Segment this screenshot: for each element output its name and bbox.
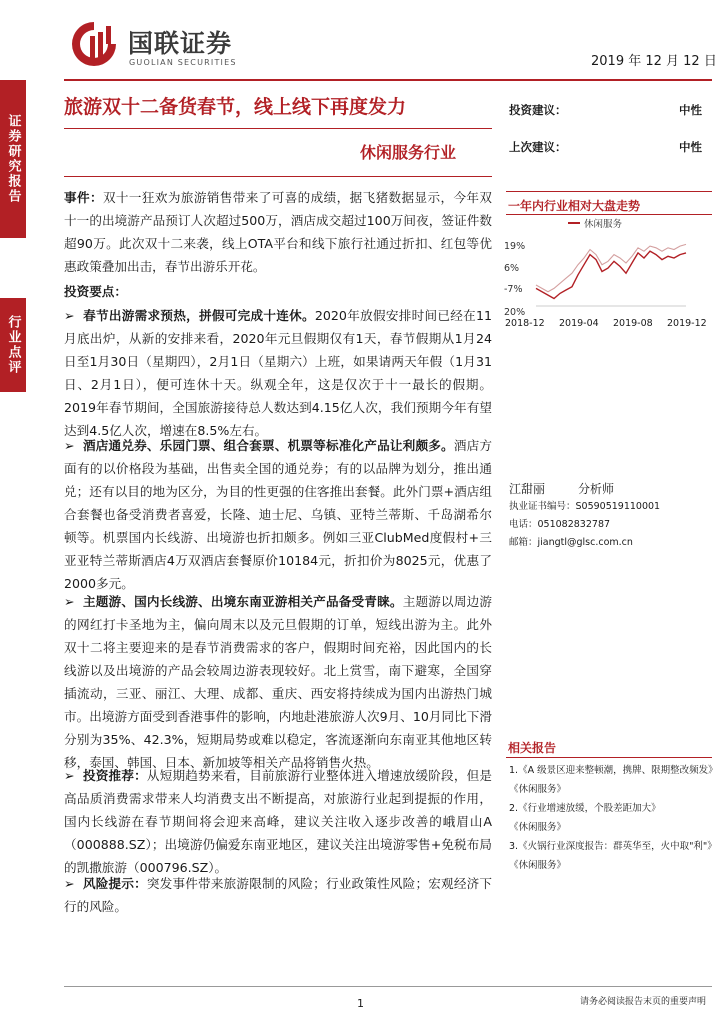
analyst-name: 江甜丽 [509, 482, 546, 496]
related-report-item[interactable]: 1.《A 级景区迎来整顿潮，携牌、限期整改频发》 [509, 765, 718, 776]
disclaimer-note: 请务必阅读报告末页的重要声明 [580, 997, 707, 1007]
title-rule [64, 128, 492, 129]
bullet-head: 主题游、国内长线游、出境东南亚游相关产品备受青睐。 [82, 594, 403, 609]
x-tick-label: 2018-12 [505, 318, 545, 329]
points-title [64, 280, 492, 303]
related-report-item[interactable]: 2.《行业增速放缓，个股差距加大》 [509, 803, 661, 814]
bullet-head: 春节出游需求预热，拼假可完成十连休。 [83, 308, 315, 323]
logo-text-en: GUOLIAN SECURITIES [129, 58, 237, 67]
event-paragraph [64, 186, 492, 278]
invest-advice-value: 中性 [679, 103, 702, 117]
chart-top-rule [506, 191, 712, 192]
prev-advice-label: 上次建议： [509, 140, 567, 154]
event-label: 事件： [64, 190, 103, 205]
y-tick-label: 6% [504, 263, 520, 274]
legend-label: 休闲服务 [584, 219, 623, 230]
related-report-sector: 《休闲服务》 [509, 860, 567, 871]
bullet-text: 从短期趋势来看，目前旅游行业整体进入增速放缓阶段，但是高品质消费需求带来人均消费支出不断提高，对旅游行业起到提振的作用，国内长线游在春节期间将会迎来高峰，建议关注收入逐步改善的峨眉山A（000888.SZ）；出境游仍偏爱东南亚地区，建议关注出境游零售+免税布局的凯撒旅游（000796.SZ）。 [64, 768, 493, 875]
related-reports-title: 相关报告 [508, 741, 557, 755]
report-title: 旅游双十二备货春节，线上线下再度发力 [64, 96, 407, 118]
analyst-license: 执业证书编号：S0590519110001 [509, 501, 661, 512]
points-title-text: 投资要点： [64, 284, 127, 299]
analyst-email[interactable]: 邮箱：jiangtl@glsc.com.cn [509, 537, 633, 548]
series-lines [536, 244, 686, 298]
invest-advice-label: 投资建议： [509, 103, 567, 117]
x-tick-label: 2019-08 [613, 318, 653, 329]
bullet-arrow-icon: ➢ [64, 876, 83, 891]
bullet-arrow-icon: ➢ [64, 594, 83, 609]
y-tick-labels [504, 241, 525, 318]
related-report-list [509, 761, 718, 875]
y-tick-label: 19% [504, 241, 526, 252]
sector-rule [64, 176, 492, 177]
related-title-rule [506, 757, 712, 758]
logo-text-cn: 国联证券 [128, 29, 233, 58]
chart-title: 一年内行业相对大盘走势 [508, 199, 641, 213]
y-tick-label: -7% [504, 284, 523, 295]
analyst-phone: 电话：051082832787 [509, 519, 611, 530]
x-tick-label: 2019-12 [667, 318, 707, 329]
x-tick-label: 2019-04 [559, 318, 599, 329]
bullet-head: 酒店通兑券、乐园门票、组合套票、机票等标准化产品让利颇多。 [82, 438, 454, 453]
bullet-2 [64, 434, 492, 595]
company-logo [68, 18, 278, 72]
bullet-head: 投资推荐： [82, 768, 147, 783]
series-line-market [536, 244, 686, 291]
related-report-item[interactable]: 3.《火锅行业深度报告：群英华至，火中取"利"》 [509, 841, 717, 852]
report-date: 2019 年 12 月 12 日 [591, 54, 717, 69]
prev-advice-value: 中性 [679, 140, 702, 154]
bullet-1 [64, 304, 492, 442]
tab-industry-review: 行业点评 [0, 298, 26, 392]
logo-icon [68, 18, 120, 72]
bullet-arrow-icon: ➢ [64, 768, 83, 783]
bullet-3 [64, 590, 492, 774]
bullet-text: 突发事件带来旅游限制的风险；行业政策性风险；宏观经济下行的风险。 [64, 876, 493, 914]
footer-rule [64, 986, 712, 987]
bullet-head: 风险提示： [82, 876, 147, 891]
page-number: 1 [357, 997, 364, 1010]
related-report-sector: 《休闲服务》 [509, 822, 567, 833]
header-rule [64, 79, 712, 81]
bullet-text: 2020年放假安排时间已经在11月底出炉，从新的安排来看，2020年元旦假期仅有1天，春节假期从1月24日至1月30日（星期四），2月1日（星期六）上班，如果请两天年假（1月31日、2月1日），便可连休十天。纵观全年，这是仅次于十一最长的假期。2019年春节期间，全国旅游接待总人数达到4.15亿人次，我们预期今年有望达到4.5亿人次，增速在8.5%左右。 [64, 308, 493, 438]
related-report-sector: 《休闲服务》 [509, 784, 567, 795]
bullet-arrow-icon: ➢ [64, 438, 83, 453]
bullet-text: 主题游以周边游的网红打卡圣地为主，偏向周末以及元旦假期的订单，短线出游为主。此外双十二将主要迎来的是春节消费需求的客户，假期时间充裕，因此国内的长线游以及出境游的产品会较周边游表现较好。北上赏雪，南下避寒，全国穿插流动，三亚、丽江、大理、成都、重庆、西安将持续成为国内出游热门城市。出境游方面受到香港事件的影响，内地赴港旅游人次9月、10月同比下滑分别为35%、42.3%，短期局势或难以稳定，客流逐渐向东南亚其他地区转移，泰国、韩国、日本、新加坡等相关产品将销售火热。 [64, 594, 493, 770]
y-tick-label: 20% [504, 307, 526, 318]
analyst-role: 分析师 [578, 482, 615, 496]
event-text: 双十一狂欢为旅游销售带来了可喜的成绩，据飞猪数据显示，今年双十一的出境游产品预订人次超过500万，酒店成交超过100万间夜，签证件数超90万。此次双十二来袭，线上OTA平台和线下旅行社通过折扣、红包等优惠政策叠加出击，春节出游乐开花。 [64, 190, 493, 274]
tab-research-report: 证券研究报告 [0, 80, 26, 238]
bullet-5 [64, 872, 492, 918]
x-tick-labels [505, 318, 715, 332]
bullet-arrow-icon: ➢ [64, 308, 84, 323]
bullet-text: 酒店方面有的以价格段为基础，出售卖全国的通兑券；有的以品牌为划分，推出通兑；还有以目的地为区分，为目的性更强的住客推出套餐。此外门票+酒店组合套餐也备受消费者喜爱，长隆、迪士尼、乌镇、亚特兰蒂斯、千岛湖希尔顿等。机票国内长线游、出境游也折扣颇多。例如三亚ClubMed度假村+三亚亚特兰蒂斯酒店4万双酒店套餐原价10184元，折扣价为8025元，优惠了2000多元。 [64, 438, 493, 591]
bullet-4 [64, 764, 492, 879]
sector-name: 休闲服务行业 [360, 143, 457, 162]
